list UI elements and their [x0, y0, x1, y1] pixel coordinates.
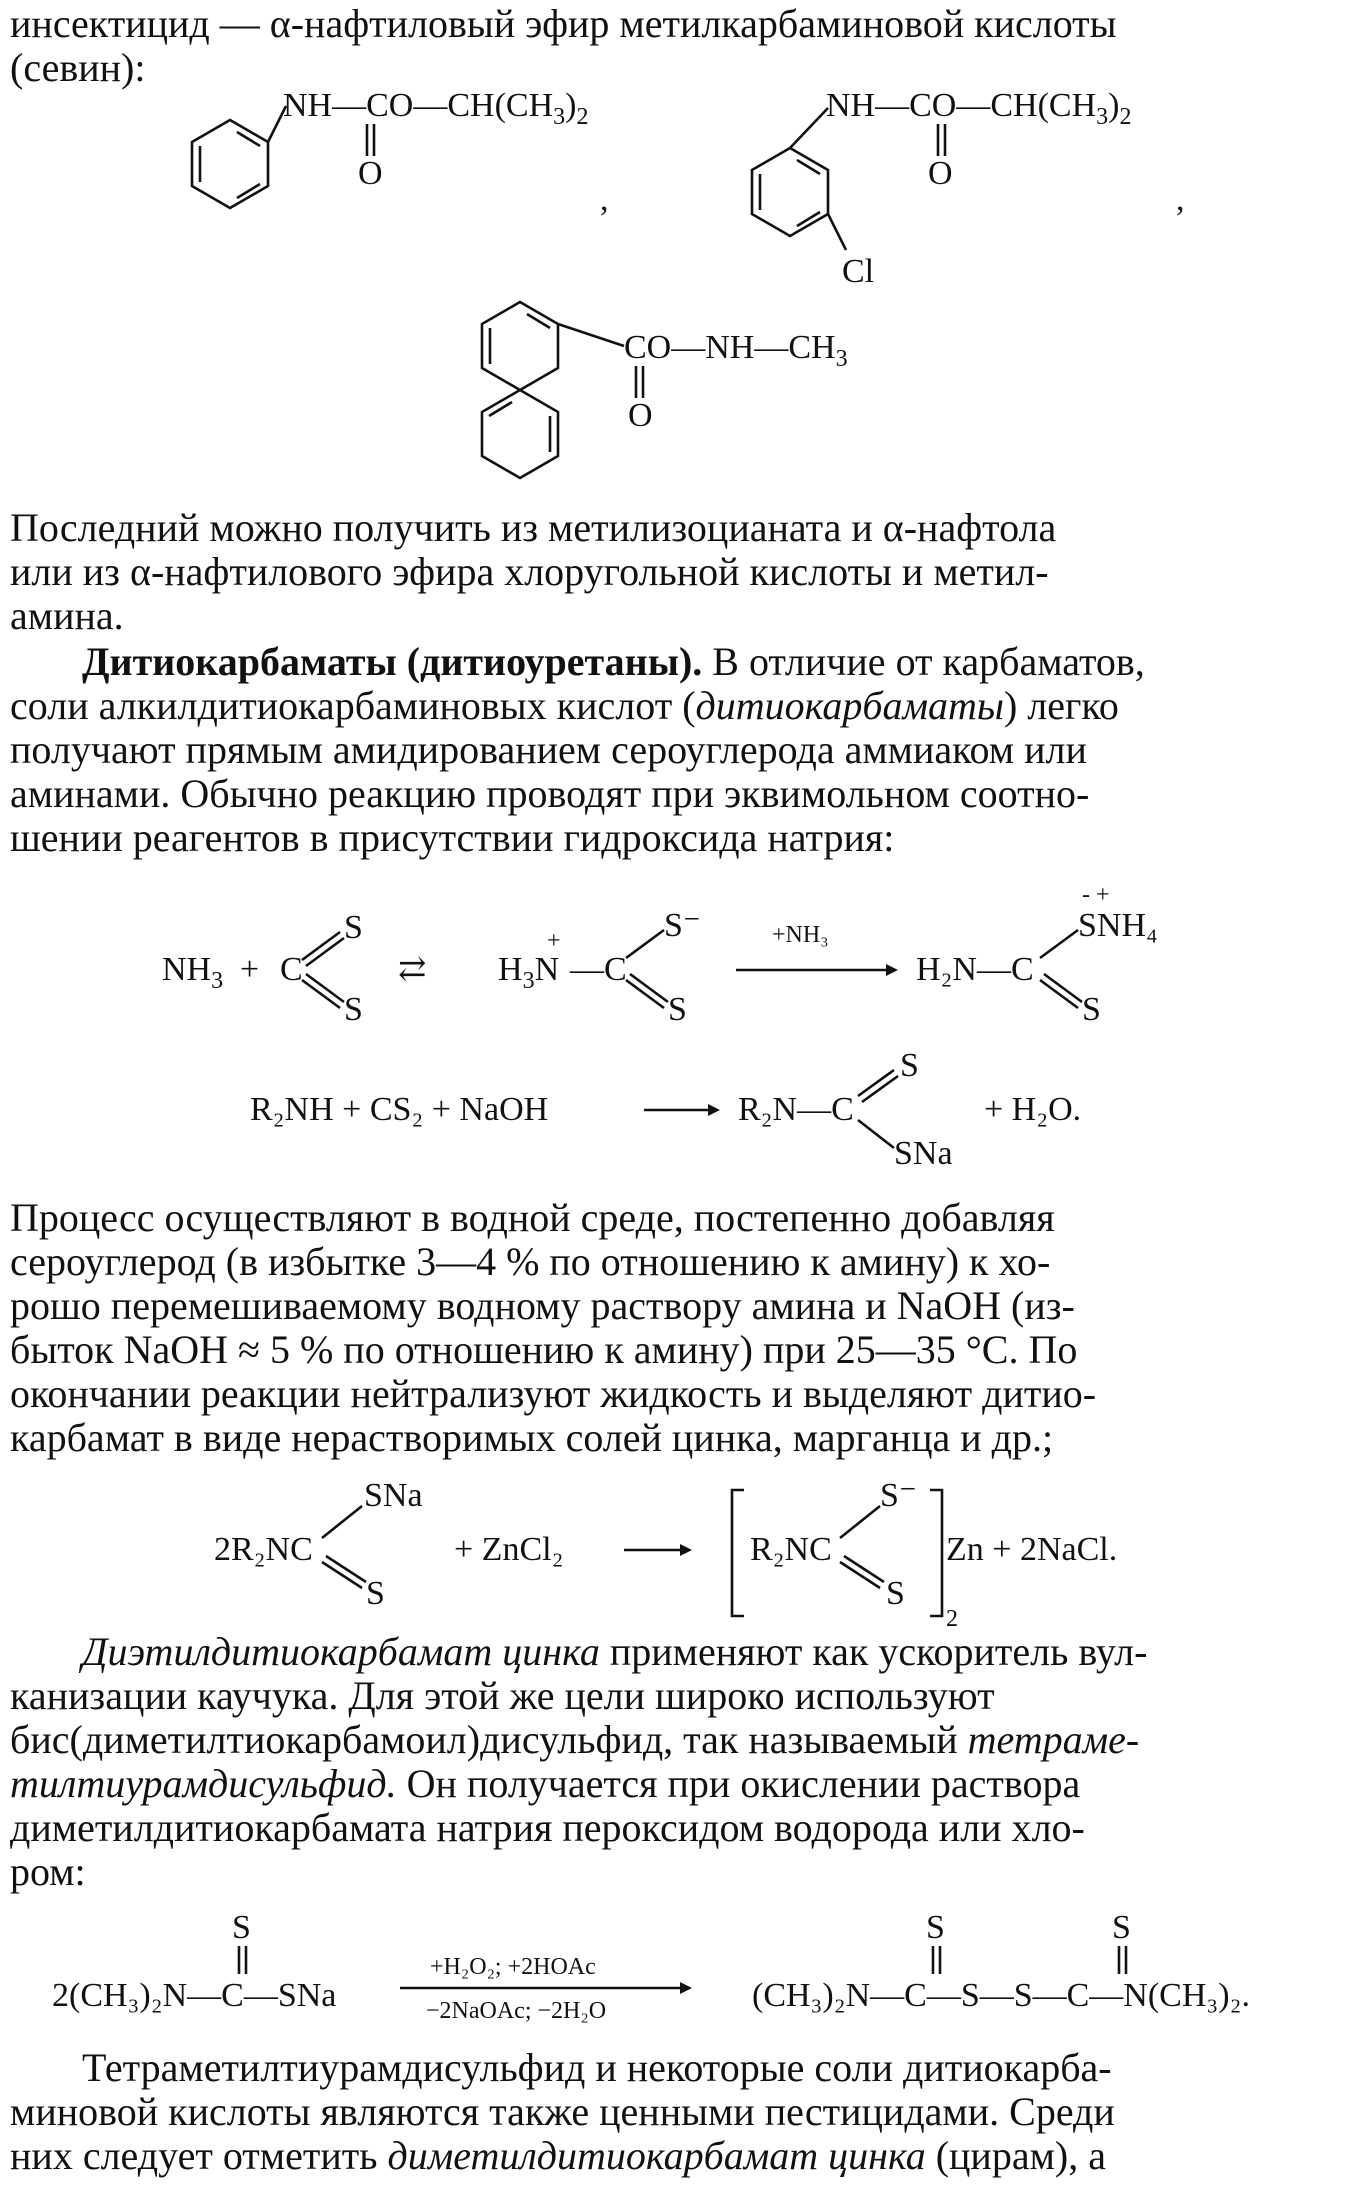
- sulfur-label: S: [1082, 991, 1101, 1028]
- text-line: Тетраметилтиурамдисульфид и некоторые соли дитиокарба-: [82, 2045, 1112, 2090]
- sulfur-label: S: [900, 1047, 919, 1084]
- text-line: (севин):: [10, 45, 146, 90]
- thiolate-label: S⁻: [664, 907, 701, 944]
- text-line: бис(диметилтиокарбамоил)дисульфид, так называемый тетраме-: [10, 1717, 1140, 1762]
- reaction-amine-cs2-naoh: [0, 1040, 1355, 1190]
- sodium-thiolate-label: SNa: [364, 1477, 423, 1514]
- group-label: $CO—NH—CH_3$: [624, 329, 848, 372]
- oxygen-label: O: [358, 155, 383, 192]
- sulfur-label: S: [344, 909, 363, 946]
- text-line: Диэтилдитиокарбамат цинка применяют как ускоритель вул-: [82, 1629, 1148, 1674]
- charge-labels: - +: [1082, 882, 1110, 908]
- sulfur-label: S: [668, 991, 687, 1028]
- carbamate-structures: [0, 80, 1355, 500]
- text-line: аминами. Обычно реакцию проводят при эквимольном соотно-: [10, 771, 1090, 816]
- text-line: Последний можно получить из метилизоцианата и α-нафтола: [10, 505, 1057, 550]
- paragraph-pesticides: [10, 2046, 1345, 2178]
- text-line: амина.: [10, 593, 124, 638]
- charge-plus: +: [547, 928, 561, 954]
- intro-paragraph: [10, 2, 1345, 90]
- sevin-structure: [482, 302, 848, 478]
- text-line: рошо перемешиваемому водному раствору амина и NaOH (из-: [10, 1283, 1075, 1328]
- product-label: H₂N—C: [916, 951, 1034, 988]
- thiolate-label: S⁻: [880, 1477, 917, 1514]
- byproduct-label: + H₂O.: [984, 1091, 1082, 1128]
- text-line: или из α-нафтилового эфира хлоругольной кислоты и метил-: [10, 549, 1049, 594]
- text-line: миновой кислоты являются также ценными пестицидами. Среди: [10, 2089, 1115, 2134]
- section-heading: Дитиокарбаматы (дитиоуретаны).: [82, 639, 703, 684]
- sulfur-label: S: [344, 991, 363, 1028]
- text-line: диметилдитиокарбамата натрия пероксидом водорода или хло-: [10, 1805, 1085, 1850]
- group-label: $NH—CO—CH(CH_3)_2$: [826, 87, 1132, 130]
- reagents-label: R₂NH + CS₂ + NaOH: [250, 1091, 549, 1128]
- reagent-label: 2R₂NC: [214, 1531, 313, 1568]
- text-line: тилтиурамдисульфид. Он получается при окислении раствора: [10, 1761, 1081, 1806]
- sulfur-label: S: [1112, 1909, 1131, 1946]
- paragraph-zinc-diethyl: [10, 1630, 1345, 1894]
- ammonium-thiolate-label: SNH₄: [1078, 907, 1158, 944]
- paragraph-process: [10, 1196, 1345, 1460]
- reagent-label: 2(CH₃)₂N—C—SNa: [52, 1977, 337, 2014]
- separator-comma: ,: [600, 181, 609, 218]
- text-line: ром:: [10, 1849, 86, 1894]
- text-line: быток NaOH ≈ 5 % по отношению к амину) при 25—35 °C. По: [10, 1327, 1078, 1372]
- text-line: Дитиокарбаматы (дитиоуретаны). В отличие от карбаматов,: [82, 639, 1145, 684]
- chlorine-label: Cl: [842, 253, 875, 290]
- text-line: канизации каучука. Для этой же цели широко используют: [10, 1673, 995, 1718]
- sulfur-label: S: [232, 1909, 251, 1946]
- separator-comma: ,: [1176, 181, 1185, 218]
- text-line: соли алкилдитиокарбаминовых кислот (дитиокарбаматы) легко: [10, 683, 1119, 728]
- carbon-label: C: [280, 951, 303, 988]
- bond-carbon-label: —C: [570, 951, 627, 988]
- text-line: шении реагентов в присутствии гидроксида натрия:: [10, 815, 895, 860]
- sulfur-label: S: [926, 1909, 945, 1946]
- arrow-label-top: +H₂O₂; +2HOAc: [430, 1954, 596, 1980]
- text-line: карбамат в виде нерастворимых солей цинка, марганца и др.;: [10, 1415, 1054, 1460]
- reaction-zinc-salt: [0, 1476, 1355, 1626]
- arrow-label: +NH₃: [772, 922, 829, 948]
- sodium-thiolate-label: SNa: [894, 1135, 953, 1172]
- reagent-label: $NH_3$: [162, 951, 224, 994]
- oxygen-label: O: [628, 397, 653, 434]
- text-line: Процесс осуществляют в водной среде, постепенно добавляя: [10, 1195, 1055, 1240]
- chlorophenylcarbamate-structure: [752, 87, 1185, 290]
- paragraph: [10, 506, 1345, 638]
- arrow-label-bottom: −2NaOAc; −2H₂O: [426, 1998, 607, 2024]
- text-line: окончании реакции нейтрализуют жидкость и выделяют дитио-: [10, 1371, 1097, 1416]
- zinc-chloride-label: + ZnCl₂: [454, 1531, 564, 1568]
- ammonium-label: $H_3N$: [498, 951, 560, 994]
- text-line: получают прямым амидированием сероуглерода аммиаком или: [10, 727, 1087, 772]
- group-label: $NH—CO—CH(CH_3)_2$: [283, 87, 589, 130]
- phenylcarbamate-structure: [192, 87, 609, 218]
- equilibrium-arrow: ⇄: [398, 951, 427, 988]
- reaction-thiuram-disulfide: [0, 1900, 1355, 2025]
- product-label: (CH₃)₂N—C—S—S—C—N(CH₃)₂.: [752, 1977, 1250, 2014]
- product-label: R₂N—C: [738, 1091, 854, 1128]
- ligand-label: R₂NC: [750, 1531, 832, 1568]
- product-label: Zn + 2NaCl.: [946, 1531, 1118, 1568]
- sulfur-label: S: [366, 1575, 385, 1612]
- text-line: инсектицид — α-нафтиловый эфир метилкарбаминовой кислоты: [10, 1, 1117, 46]
- reaction-ammonia-cs2: [0, 880, 1355, 1050]
- plus-sign: +: [240, 951, 260, 988]
- subscript-two: 2: [946, 1606, 958, 1626]
- sulfur-label: S: [886, 1575, 905, 1612]
- oxygen-label: O: [928, 155, 953, 192]
- paragraph-dithiocarbamates: [10, 640, 1345, 860]
- text-line: сероуглерод (в избытке 3—4 % по отношению к амину) к хо-: [10, 1239, 1051, 1284]
- text-line: них следует отметить диметилдитиокарбамат цинка (цирам), а: [10, 2133, 1106, 2178]
